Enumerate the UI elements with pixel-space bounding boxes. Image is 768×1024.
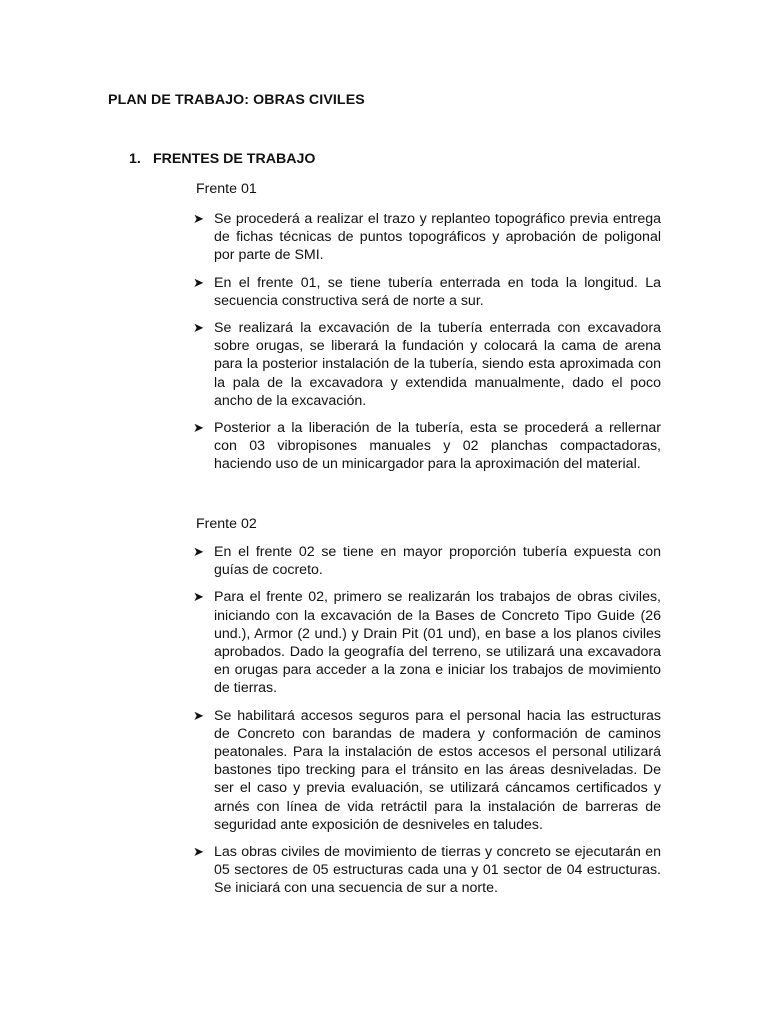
section-heading [129, 151, 315, 167]
frente-01-label: Frente 01 [196, 181, 257, 197]
list-item [192, 274, 661, 310]
bullet-text: Se habilitará accesos seguros para el personal hacia las estructuras de Concreto con barandas de madera y conformación de caminos peatonales. Para la instalación de estos accesos el personal utilizará bastones tipo trecking para el tránsito en las áreas desniveladas. De ser el caso y previa evaluación, se utilizará cáncamos certificados y arnés con línea de vida retráctil para la instalación de barreras de seguridad ante exposición de desniveles en taludes. [214, 707, 661, 833]
bullet-text: Las obras civiles de movimiento de tierras y concreto se ejecutarán en 05 sectores de 05 estructuras cada una y 01 sector de 04 estructuras. Se iniciará con una secuencia de sur a norte. [214, 844, 661, 897]
arrowhead-right-icon: ➤ [193, 589, 204, 605]
arrowhead-right-icon: ➤ [193, 844, 204, 860]
arrowhead-right-icon: ➤ [193, 707, 204, 723]
bullet-text: En el frente 01, se tiene tubería enterrada en toda la longitud. La secuencia constructiva será de norte a sur. [214, 274, 661, 309]
arrowhead-right-icon: ➤ [193, 320, 204, 336]
frente-01-bullet-list [192, 210, 661, 483]
arrowhead-right-icon: ➤ [193, 420, 204, 436]
bullet-text: Se realizará la excavación de la tubería enterrada con excavadora sobre orugas, se liberará la fundación y colocará la cama de arena para la posterior instalación de la tubería, siendo esta aproximada con la pala de la excavadora y extendida manualmente, dado el poco ancho de la excavación. [214, 320, 661, 409]
section-heading-text: FRENTES DE TRABAJO [153, 151, 316, 167]
frente-02-bullet-list [192, 543, 661, 907]
list-item [192, 843, 661, 898]
frente-02-label: Frente 02 [196, 516, 257, 532]
arrowhead-right-icon: ➤ [193, 544, 204, 559]
bullet-text: Posterior a la liberación de la tubería, esta se procederá a rellernar con 03 vibropisones manuales y 02 planchas compactadoras, haciendo uso de un minicargador para la aproximación del material. [214, 420, 661, 473]
arrowhead-right-icon: ➤ [193, 211, 204, 226]
list-item [192, 707, 661, 834]
list-item [192, 419, 661, 474]
arrowhead-right-icon: ➤ [193, 274, 204, 290]
list-item [192, 319, 661, 410]
section-number: 1. [129, 151, 141, 167]
document-title: PLAN DE TRABAJO: OBRAS CIVILES [108, 92, 365, 108]
list-item [192, 210, 661, 265]
bullet-text: Se procederá a realizar el trazo y replanteo topográfico previa entrega de fichas técnicas de puntos topográficos y aprobación de poligonal por parte de SMI. [214, 211, 661, 264]
bullet-text: Para el frente 02, primero se realizarán los trabajos de obras civiles, iniciando con la excavación de la Bases de Concreto Tipo Guide (26 und.), Armor (2 und.) y Drain Pit (01 und), en base a los planos civiles aprobados. Dado la geografía del terreno, se utilizará una excavadora en orugas para acceder a la zona e iniciar los trabajos de movimiento de tierras. [214, 589, 661, 697]
bullet-text: En el frente 02 se tiene en mayor proporción tubería expuesta con guías de cocreto. [214, 544, 661, 579]
list-item [192, 588, 661, 697]
list-item [192, 543, 661, 579]
